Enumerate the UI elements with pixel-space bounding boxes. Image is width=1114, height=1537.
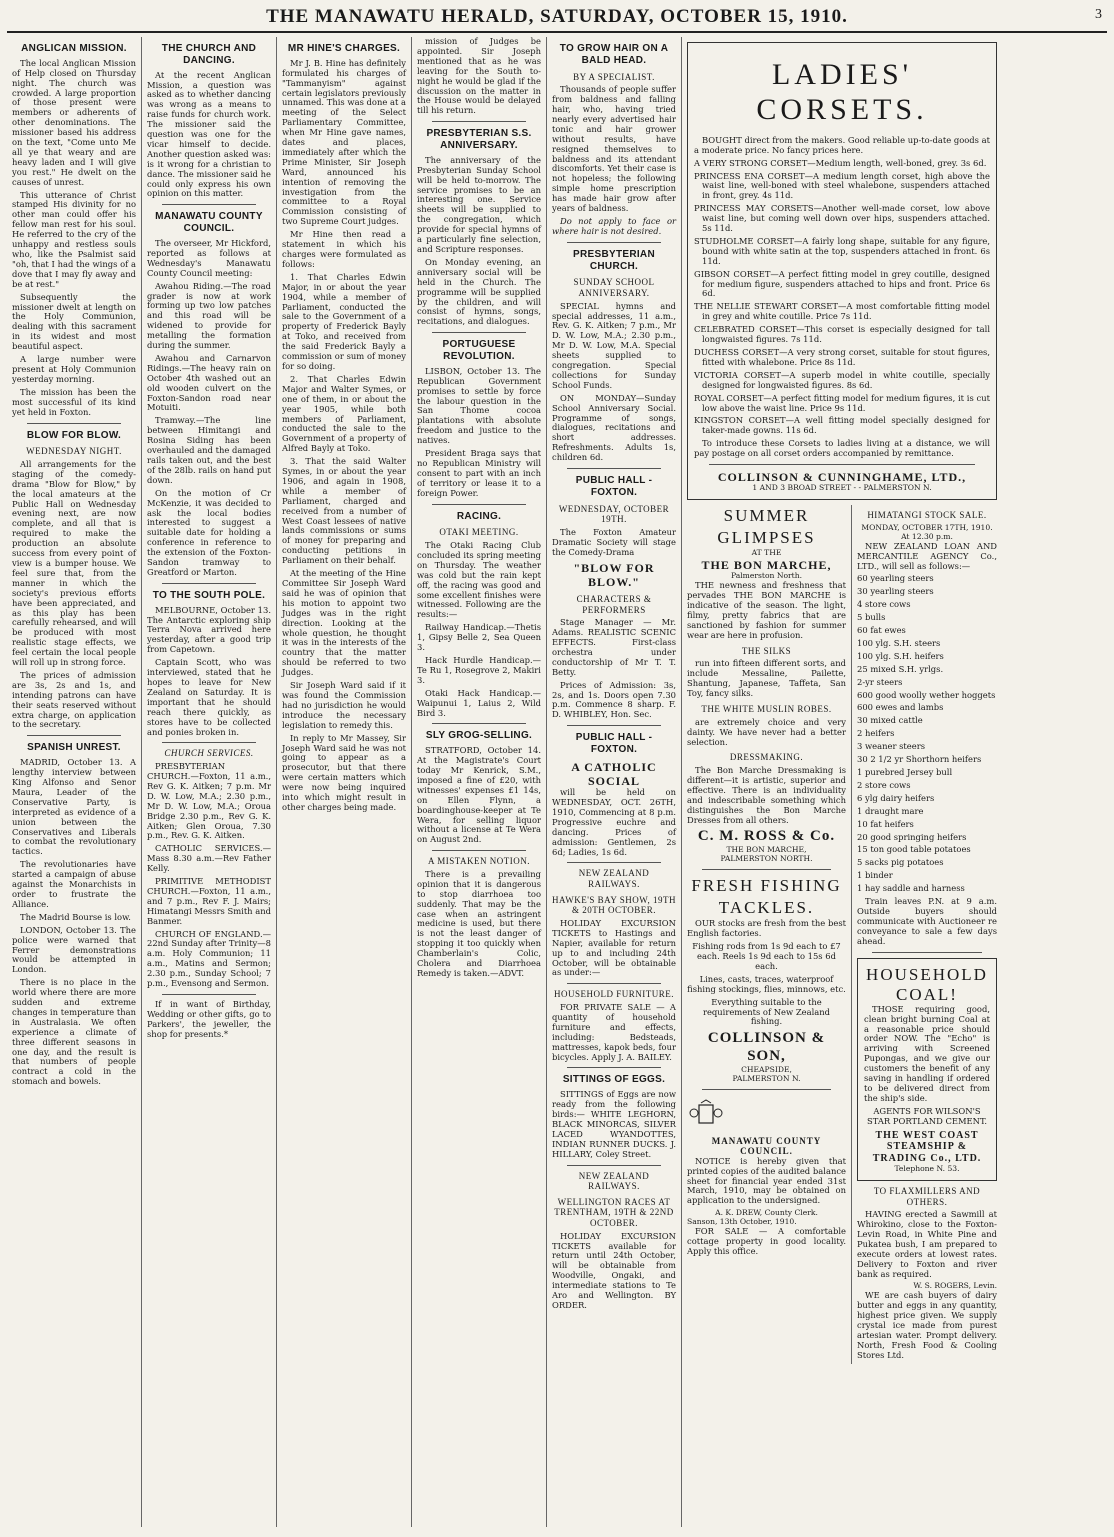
list-item: 2 heifers: [857, 728, 895, 739]
corsets-firm: COLLINSON & CUNNINGHAME, LTD.,: [717, 470, 967, 485]
catholic-social-title: A CATHOLIC SOCIAL: [571, 759, 657, 788]
list-item: STUDHOLME CORSET—A fairly long shape, suitable for any figure, bound with white satin at the top, suspenders attached in front. 6s 11d.: [694, 235, 990, 266]
stock-sale-title: HIMATANGI STOCK SALE.: [867, 510, 987, 521]
article-paragraph: 1. That Charles Edwin Major, in or about the year 1904, while a member of Parliament, conducted the sale to the Government of a property of Frederick Bayly at Toko, and received from the said Frederick Bayly a commission or sum of money for so doing.: [282, 271, 406, 371]
divider: [432, 723, 526, 724]
headline-spanish-unrest: SPANISH UNREST.: [27, 742, 121, 754]
divider: [432, 121, 526, 122]
headline-church-services: CHURCH SERVICES.: [164, 748, 254, 759]
ad-sittings-eggs: SITTINGS OF EGGS.: [562, 1074, 666, 1086]
ad-paragraph: HAVING erected a Sawmill at Whirokino, close to the Foxton-Levin Road, in White Pine and Pukatea bush, I am prepared to execute orders at lowest rates. Delivery to Foxton and river bank as required.: [857, 1209, 997, 1279]
article-paragraph: All arrangements for the staging of the comedy-drama "Blow for Blow," by the local amateurs at the Public Hall on Wednesday evening next, are now complete, and all that is required to make the production an absolute success from every point of view is a bumper house. We feel sure that, from the manner in which the society's previous efforts have been appreciated, and as this play has been carefully rehearsed, and will be produced with most realistic stage effects, we feel certain the local people will roll up in strong force.: [12, 458, 136, 668]
article-paragraph: 2. That Charles Edwin Major and Walter Symes, or one of them, in or about the year 1905, while both members of Parliament, conducted the sale to the Government of a property of Alfred Bayly at Toko.: [282, 373, 406, 454]
subheadline: WELLINGTON RACES AT TRENTHAM, 19TH & 22ND OCTOBER.: [554, 1196, 674, 1228]
divider: [162, 742, 256, 743]
article-paragraph: Thousands of people suffer from baldness and falling hair, who, having tried nearly every advertised hair tonic and hair grower without results, have resigned themselves to baldness and its attendant discomforts. Yet their case is not hopeless; the following simple home prescription has made hair grow after years of baldness.: [552, 84, 676, 214]
subheadline: BY A SPECIALIST.: [573, 71, 655, 82]
ad-presbyterian-church: PRESBYTERIAN CHURCH.: [573, 248, 655, 272]
summer-firm: C. M. ROSS & Co.: [697, 828, 836, 845]
headline-sly-grog: SLY GROG-SELLING.: [425, 730, 533, 742]
list-item: 15 ton good table potatoes: [857, 844, 971, 855]
divider: [432, 332, 526, 333]
article-paragraph: The Otaki Racing Club concluded its spring meeting on Thursday. The weather was cold but the rain kept off, the racing was good and some excellent finishes were witnessed. Following are the results:—: [417, 540, 541, 620]
ad-paragraph: Lines, casts, traces, waterproof fishing stockings, flies, minnows, etc.: [687, 973, 846, 994]
divider: [567, 1067, 661, 1068]
article-paragraph: Captain Scott, who was interviewed, stated that he hopes to leave for New Zealand on Saturday. It is important that he should reach there quickly, as stores have to be collected and ponies broken in.: [147, 657, 271, 737]
list-item: 25 mixed S.H. yrlgs.: [857, 663, 944, 674]
list-item: 5 sacks pig potatoes: [857, 857, 944, 868]
ad-paragraph: SPECIAL hymns and special addresses, 11 a.m., Rev. G. K. Aitken; 7 p.m., Mr D. W. Low, M.A.; 2.30 p.m., Mr D. W. Low, M.A. Special sheets supplied to congregation. Special collections for Sunday School Funds.: [552, 300, 676, 390]
divider: [567, 468, 661, 469]
ad-paragraph: run into fifteen different sorts, and include Messaline, Pailette, Shantung, Japanese, Taffeta, San Toy, fancy silks.: [687, 658, 846, 699]
article-paragraph: The prices of admission are 3s, 2s and 1s, and intending patrons can have their seats reserved without extra charge, on application to the secretary.: [12, 669, 136, 730]
headline-anglican-mission: ANGLICAN MISSION.: [21, 43, 127, 54]
article-paragraph: At the meeting of the Hine Committee Sir Joseph Ward said he was of opinion that his motion to appoint two Judges was in the right direction. Looking at the whole question, he thought it was in the interests of the country that the matter should be referred to two Judges.: [282, 568, 406, 678]
list-item: GIBSON CORSET—A perfect fitting model in grey coutille, designed for medium figure, suspenders attached to hips and front. Price 6s 6d.: [694, 268, 990, 299]
newspaper-page: [7, 4, 1107, 1529]
list-item: 20 good springing heifers: [857, 831, 967, 842]
subheadline: OTAKI MEETING.: [439, 527, 519, 538]
ad-household-furniture: HOUSEHOLD FURNITURE.: [554, 989, 674, 1000]
ad-household-coal: [857, 958, 997, 1181]
ad-paragraph: SITTINGS of Eggs are now ready from the following birds:— WHITE LEGHORN, BLACK MINORCAS, SILVER LACED WYANDOTTES, INDIAN RUNNER DUCKS. J. HILLARY, Coley Street.: [552, 1089, 676, 1159]
list-item: 4 store cows: [857, 599, 911, 610]
divider: [162, 994, 256, 995]
article-paragraph: The revolutionaries have started a campaign of abuse against the Monarchists in order to frustrate the Alliance.: [12, 859, 136, 909]
ad-railways-2: NEW ZEALAND RAILWAYS.: [578, 1170, 650, 1192]
ad-paragraph: OUR stocks are fresh from the best English factories.: [687, 918, 846, 939]
ad-paragraph: Prices of Admission: 3s, 2s, and 1s. Doors open 7.30 p.m. Commence 8 sharp. F. D. WHIBLEY, Hon. Sec.: [552, 679, 676, 720]
stock-date: MONDAY, OCTOBER 17TH, 1910.: [861, 522, 993, 532]
ad-paragraph: ON MONDAY—Sunday School Anniversary Social. Programme of songs, dialogues, recitations and short addresses. Refreshments. Adults 1s, children 6d.: [552, 392, 676, 463]
corset-list: [694, 159, 990, 437]
ad-paragraph: HOLIDAY EXCURSION TICKETS available for return until 24th October, will be obtainable from Woodville, Ongaki, and intermediate stations to Te Aro and Wellington. BY ORDER.: [552, 1230, 676, 1310]
article-paragraph: Mr Hine then read a statement in which his charges were formulated as follows:: [282, 229, 406, 269]
article-paragraph: PRIMITIVE METHODIST CHURCH.—Foxton, 11 a.m., and 7 p.m., Rev F. J. Mairs; Himatangi Messrs Smith and Banmer.: [147, 876, 271, 926]
article-paragraph: MADRID, October 13. A lengthy interview between King Alfonso and Senor Maura, Leader of the Conservative Party, is interpreted as evidence of a union between the Conservatives and Liberals to combat the revolutionary tactics.: [12, 757, 136, 857]
divider: [872, 952, 982, 953]
list-item: 2-yr steers: [857, 676, 903, 687]
subheadline: THE SILKS: [741, 645, 792, 656]
list-item: 5 bulls: [857, 612, 886, 623]
article-paragraph: Mr J. B. Hine has definitely formulated his charges of "Tammanyism" against certain legislators previously unnamed. This was done at a meeting of the Select Parliamentary Committee, when Mr Hine gave names, dates and places, immediately after which the Prime Minister, Sir Joseph Ward, announced his intention of removing the investigation from the committee to a Royal Commission consisting of two Supreme Court judges.: [282, 57, 406, 227]
list-item: 60 yearling steers: [857, 573, 934, 584]
ad-paragraph: FOR SALE — A comfortable cottage property in good locality. Apply this office.: [687, 1226, 846, 1256]
divider: [432, 504, 526, 505]
ad-paragraph: will be held on WEDNESDAY, OCT. 26TH, 1910, Commencing at 8 p.m. Progressive euchre and dancing. Prices of admission: Gentlemen, 2s 6d; Ladies, 1s 6d.: [552, 787, 676, 857]
play-title: "BLOW FOR BLOW.": [573, 560, 655, 589]
article-paragraph: There is a prevailing opinion that it is dangerous to stop diarrhoea too suddenly. That may be the case when an astringent medicine is used, but there is not the least danger of stopping it too quickly when Chamberlain's Colic, Cholera and Diarrhoea Remedy is taken.—ADVT.: [417, 868, 541, 978]
list-item: 1 binder: [857, 870, 893, 881]
column-3: [277, 37, 412, 1527]
county-title: MANAWATU COUNTY COUNCIL.: [711, 1135, 822, 1157]
list-item: 30 yearling steers: [857, 586, 934, 597]
ad-paragraph: Everything suitable to the requirements of New Zealand fishing.: [702, 996, 831, 1027]
article-paragraph: Hack Hurdle Handicap.—Te Ru 1, Rosegrove 2, Makiri 3.: [417, 655, 541, 685]
divider: [432, 850, 526, 851]
list-item: PRINCESS ENA CORSET—A medium length corset, high above the waist line, well-boned with steel whalebone, suspenders attached in front, grey. 4s 11d.: [694, 170, 990, 201]
article-paragraph: A large number were present at Holy Communion yesterday morning.: [12, 354, 136, 384]
corsets-address: 1 AND 3 BROAD STREET - - PALMERSTON N.: [752, 483, 932, 493]
article-paragraph: The overseer, Mr Hickford, reported as follows at Wednesday's Manawatu County Council meeting:: [147, 237, 271, 278]
headline-south-pole: TO THE SOUTH POLE.: [152, 589, 266, 601]
article-paragraph: LONDON, October 13. The police were warned that Ferrer demonstrations would be attempted in London.: [12, 924, 136, 975]
ad-public-hall-2: PUBLIC HALL - FOXTON.: [575, 732, 653, 756]
summer-at: AT THE: [751, 548, 782, 558]
ad-paragraph: WE are cash buyers of dairy butter and eggs in any quantity, highest price given. We supply crystal ice made from purest artesian water. Prompt delivery. North, Fresh Food & Cooling Stores Ltd.: [857, 1290, 997, 1360]
article-paragraph: President Braga says that no Republican Ministry will consent to part with an inch of territory or lease it to a foreign Power.: [417, 448, 541, 498]
headline-racing: RACING.: [456, 510, 502, 522]
ad-public-hall: PUBLIC HALL - FOXTON.: [575, 475, 653, 498]
list-item: 100 ylg. S.H. steers: [857, 637, 941, 648]
article-paragraph: If in want of Birthday, Wedding or other gifts, go to Parkers', the jeweller, the shop for presents.*: [147, 999, 271, 1039]
headline-county-council: MANAWATU COUNTY COUNCIL.: [155, 211, 263, 235]
headline-church-dancing: THE CHURCH AND DANCING.: [161, 43, 257, 66]
list-item: 600 ewes and lambs: [857, 702, 944, 713]
ad-paragraph: NEW ZEALAND LOAN AND MERCANTILE AGENCY Co., LTD., will sell as follows:—: [857, 540, 997, 571]
list-item: 1 hay saddle and harness: [857, 883, 965, 894]
ads-row-1: [687, 505, 997, 1364]
column-1: [7, 37, 142, 1527]
article-paragraph: CATHOLIC SERVICES.—Mass 8.30 a.m.—Rev Father Kelly.: [147, 843, 271, 874]
list-item: PRINCESS MAY CORSETS—Another well-made corset, low above waist line, but coming well down over hips, suspenders attached. 5s 11d.: [694, 203, 990, 234]
article-paragraph: This utterance of Christ stamped His divinity for no other man could offer his fellow man rest for his soul. He referred to the cry of the unhappy and restless souls who, like the Psalmist said "oh, that I had the wings of a dove that I may fly away and be at rest.": [12, 189, 136, 289]
summer-title: SUMMER GLIMPSES: [717, 506, 816, 548]
summer-store: THE BON MARCHE,: [701, 558, 832, 573]
masthead-title: THE MANAWATU HERALD, SATURDAY, OCTOBER 15, 1910.: [266, 6, 848, 27]
subheadline: WEDNESDAY NIGHT.: [26, 446, 122, 457]
subheadline: DRESSMAKING.: [729, 752, 804, 763]
article-paragraph: mission of Judges be appointed. Sir Joseph mentioned that as he was leaving for the South to-night he would be glad if the discussion on the matter in the House would be delayed till his return.: [417, 37, 541, 116]
ad-paragraph: THE newness and freshness that pervades THE BON MARCHE is indicative of the season. The light, filmy, pretty fabrics that are sanctioned by fashion for summer wear are here in profusion.: [687, 580, 846, 640]
fish-title: FRESH FISHING TACKLES.: [691, 876, 842, 918]
list-item: 100 ylg. S.H. heifers: [857, 650, 944, 661]
article-paragraph: Subsequently the missioner dwelt at length on the Holy Communion, dealing with this sacrament in its widest and most beautiful aspect.: [12, 291, 136, 352]
divider: [567, 983, 661, 984]
subheadline: HAWKE'S BAY SHOW, 19TH & 20TH OCTOBER.: [552, 894, 676, 916]
divider: [567, 862, 661, 863]
list-item: THE NELLIE STEWART CORSET—A most comfortable fitting model in grey and white coutille. Price 7s 11d.: [694, 301, 990, 322]
list-item: 2 store cows: [857, 779, 911, 790]
article-paragraph: PRESBYTERIAN CHURCH.—Foxton, 11 a.m., Rev G. K. Aitken; 7 p.m. Mr D. W. Low, M.A.; 2.30 p.m., Mr D. W. Low, M.A.; Oroua Bridge 2.30 p.m., Rev G. K. Aitken; Glen Oroua, 7.30 p.m., Rev. G. K. Aitken.: [147, 761, 271, 841]
flax-title: TO FLAXMILLERS AND OTHERS.: [873, 1185, 981, 1207]
ad-railways: NEW ZEALAND RAILWAYS.: [578, 868, 650, 890]
divider: [567, 1165, 661, 1166]
list-item: 10 fat heifers: [857, 818, 914, 829]
column-6-ads: [682, 37, 1002, 1527]
article-paragraph: The local Anglican Mission of Help closed on Thursday night. The church was crowded. A large proportion of those present were members or adherents of other denominations. The missioner based his address on the text, "Come unto Me all ye that weary and are heavy laden and I will give you rest." He dwelt on the causes of unrest.: [12, 57, 136, 187]
masthead: [7, 4, 1107, 33]
article-paragraph: Do not apply to face or where hair is not desired.: [552, 215, 676, 236]
headline-portuguese-revolution: PORTUGUESE REVOLUTION.: [442, 339, 516, 363]
article-paragraph: 3. That the said Walter Symes, in or about the year 1906, and again in 1908, while a member of Parliament, charged and received from a number of West Coast lessees of native lands commissions or sums of money for preparing and conducting petitions in Parliament on their behalf.: [282, 456, 406, 566]
headline-bald-head: TO GROW HAIR ON A BALD HEAD.: [559, 43, 669, 66]
summer-store-2: THE BON MARCHE,: [726, 845, 807, 855]
flax-sig: W. S. ROGERS, Levin.: [913, 1281, 997, 1291]
list-item: A VERY STRONG CORSET—Medium length, well-boned, grey. 3s 6d.: [694, 157, 987, 168]
divider: [567, 725, 661, 726]
ad-paragraph: Fishing rods from 1s 9d each to £7 each. Reels 1s 9d each to 15s 6d each.: [692, 941, 841, 971]
coal-title: HOUSEHOLD COAL!: [866, 964, 988, 1004]
divider: [702, 1089, 831, 1090]
county-sig: A. K. DREW, County Clerk.: [715, 1208, 818, 1218]
article-paragraph: On the motion of Cr McKenzie, it was decided to ask the local bodies interested to suggest a suitable date for holding a conference in reference to the extension of the Foxton-Sandon tramway to Greatford or Marton.: [147, 487, 271, 577]
crest-icon: [687, 1099, 725, 1129]
column-2: [142, 37, 277, 1527]
fish-firm: COLLINSON & SON,: [707, 1030, 826, 1064]
ad-paragraph: BOUGHT direct from the makers. Good reliable up-to-date goods at a moderate price. No fancy prices here.: [694, 134, 990, 155]
list-item: 60 fat ewes: [857, 625, 906, 636]
ad-summer-glimpses: [687, 505, 852, 1364]
article-paragraph: Awahou Riding.—The road grader is now at work forming up two low patches and this road will be widened to provide for metalling the formation during the summer.: [147, 280, 271, 351]
divider: [27, 423, 121, 424]
coal-telephone: Telephone N. 53.: [894, 1163, 960, 1173]
ad-paragraph: Train leaves P.N. at 9 a.m. Outside buyers should communicate with Auctioneer re conveyance to sale a few days ahead.: [857, 896, 997, 946]
column-4: [412, 37, 547, 1527]
list-item: 600 good woolly wether hoggets: [857, 689, 996, 700]
ad-paragraph: Stage Manager — Mr. Adams. REALISTIC SCENIC EFFECTS. First-class orchestra under conductorship of Mr T. T. Betty.: [552, 617, 676, 677]
list-item: DUCHESS CORSET—A very strong corset, suitable for stout figures, fitted with whalebone. Price 8s 11d.: [694, 347, 990, 367]
list-item: ROYAL CORSET—A perfect fitting model for medium figures, it is cut low above the waist line. Price 9s 11d.: [694, 392, 990, 413]
fish-street: CHEAPSIDE,: [741, 1064, 792, 1074]
article-paragraph: Awahou and Carnarvon Ridings.—The heavy rain on October 4th washed out an old wooden culvert on the Foxton-Sandon road near Motuiti.: [147, 352, 271, 413]
list-item: 30 mixed cattle: [857, 715, 923, 726]
ads-right-stack: [852, 505, 997, 1364]
article-paragraph: The anniversary of the Presbyterian Sunday School will be held to-morrow. The service promises to be an interesting one. Service sheets will be supplied to the congregation, which provide for special hymns of a particularly fine selection, and Scripture responses.: [417, 154, 541, 254]
ad-paragraph: HOLIDAY EXCURSION TICKETS to Hastings and Napier, available for return up to and including 24th October, will be obtainable as under:—: [552, 917, 676, 978]
list-item: 30 2 1/2 yr Shorthorn heifers: [857, 754, 982, 765]
ad-paragraph: THOSE requiring good, clean bright burning Coal at a reasonable price should order NOW. The "Echo" is arriving with Screened Pupongas, and we give our customers the benefit of any saving in handling if ordered to be delivered direct from the ship's side.: [864, 1003, 990, 1103]
ad-paragraph: To introduce these Corsets to ladies living at a distance, we will pay postage on all corset orders accompanied by remittance.: [694, 438, 990, 459]
list-item: VICTORIA CORSET—A superb model in white coutille, specially designed for longwaisted figures. 8s 6d.: [694, 369, 990, 390]
article-paragraph: At the recent Anglican Mission, a question was asked as to whether dancing was wrong as a means to raise funds for church work. The missioner said the question was one for the vicar himself to decide. Another question asked was: is it wrong for a christian to dance. The missioner said he could only express his own opinion on this matter.: [147, 69, 271, 199]
column-5: [547, 37, 682, 1527]
subheadline: THE WHITE MUSLIN ROBES.: [701, 704, 832, 715]
list-item: 1 purebred Jersey bull: [857, 767, 953, 777]
coal-firm: THE WEST COAST STEAMSHIP & TRADING Co., LTD.: [872, 1129, 982, 1165]
headline-mistaken-notion: A MISTAKEN NOTION.: [427, 856, 531, 867]
subheadline: CHARACTERS & PERFORMERS: [576, 593, 652, 615]
ad-paragraph: AGENTS FOR WILSON'S STAR PORTLAND CEMENT.: [867, 1105, 987, 1126]
list-item: 1 draught mare: [857, 805, 924, 816]
ad-paragraph: NOTICE is hereby given that printed copies of the audited balance sheet for financial year ended 31st March, 1910, may be obtained on application to the undersigned.: [687, 1155, 846, 1206]
article-paragraph: CHURCH OF ENGLAND.—22nd Sunday after Trinity—8 a.m. Holy Communion; 11 a.m., Matins and Sermon; 2.30 p.m., Sunday School; 7 p.m., Evensong and Sermon.: [147, 928, 271, 989]
divider: [162, 204, 256, 205]
article-paragraph: There is no place in the world where there are more sudden and extreme changes in temperature than in Australasia. We often experience a climate of three different seasons in one day, and the result is that numbers of people contract a cold in the stomach and bowels.: [12, 977, 136, 1087]
divider: [709, 464, 975, 465]
fish-town: PALMERSTON N.: [732, 1073, 801, 1083]
article-paragraph: The mission has been the most successful of its kind yet held in Foxton.: [12, 386, 136, 417]
ad-ladies-corsets: [687, 42, 997, 500]
headline-blow-for-blow: BLOW FOR BLOW.: [26, 429, 122, 441]
list-item: 6 ylg dairy heifers: [857, 792, 935, 803]
summer-town-2: PALMERSTON NORTH.: [720, 854, 813, 864]
article-paragraph: LISBON, October 13. The Republican Government promises to settle by force the labour question in the San Thome cocoa plantations with absolute freedom and justice to the natives.: [417, 365, 541, 446]
divider: [702, 869, 831, 870]
ad-paragraph: are extremely choice and very dainty. We have never had a better selection.: [687, 716, 846, 747]
corsets-title: LADIES' CORSETS.: [756, 58, 928, 127]
stock-list: [857, 574, 997, 894]
ad-paragraph: FOR PRIVATE SALE — A quantity of household furniture and effects, including: Bedsteads, mattresses, kapok beds, four bicycles. Apply J. A. BAILEY.: [552, 1001, 676, 1062]
divider: [567, 242, 661, 243]
divider: [27, 735, 121, 736]
headline-hine-charges: MR HINE'S CHARGES.: [287, 43, 401, 54]
list-item: CELEBRATED CORSET—This corset is especially designed for tall longwaisted figures. 7s 11d.: [694, 324, 990, 345]
article-paragraph: In reply to Mr Massey, Sir Joseph Ward said he was not going to appear as a prosecutor, but that there were certain matters which were now being inquired into which might result in other charges being made.: [282, 732, 406, 812]
ad-paragraph: The Foxton Amateur Dramatic Society will stage the Comedy-Drama: [552, 526, 676, 557]
stock-time: At 12.30 p.m.: [901, 531, 953, 541]
article-paragraph: Sir Joseph Ward said if it was found the Commission had no jurisdiction he would introduce the necessary legislation to remedy this.: [282, 680, 406, 730]
divider: [162, 583, 256, 584]
subheadline: WEDNESDAY, OCTOBER 19TH.: [558, 503, 670, 525]
list-item: KINGSTON CORSET—A well fitting model specially designed for taker-made gowns. 11s 6d.: [694, 415, 990, 436]
article-paragraph: Otaki Hack Handicap.—Waipunui 1, Laius 2, Wild Bird 3.: [417, 687, 541, 718]
subheadline: SUNDAY SCHOOL ANNIVERSARY.: [573, 277, 655, 298]
article-paragraph: Tramway.—The line between Himitangi and Rosina Siding has been overhauled and the damaged rails taken out, and the best of the 28lb. rails on hand put down.: [147, 415, 271, 485]
article-paragraph: Railway Handicap.—Thetis 1, Gipsy Belle 2, Sea Queen 3.: [417, 622, 541, 653]
article-paragraph: On Monday evening, an anniversary social will be held in the Church. The programme will be supplied by the children, and will consist of hymns, songs, recitations, and dialogues.: [417, 256, 541, 327]
headline-presbyterian-anniversary: PRESBYTERIAN S.S. ANNIVERSARY.: [426, 128, 532, 152]
article-paragraph: MELBOURNE, October 13. The Antarctic exploring ship Terra Nova arrived here yesterday, after a good trip from Capetown.: [147, 604, 271, 655]
county-date: Sanson, 13th October, 1910.: [687, 1217, 797, 1227]
page-number: 3: [1095, 7, 1103, 22]
summer-town: Palmerston North.: [730, 571, 803, 581]
article-paragraph: The Madrid Bourse is low.: [20, 911, 131, 922]
ad-paragraph: The Bon Marche Dressmaking is different—it is artistic, superior and effective. There is an individuality and indescribable something which distinguishes the Bon Marche Dresses from all others.: [687, 765, 846, 825]
article-paragraph: STRATFORD, October 14. At the Magistrate's Court today Mr Kenrick, S.M., imposed a fine of £20, with witnesses' expenses £1 14s, on Ellen Flynn, a boardinghouse-keeper at Te Wera, for selling liquor without a license at Te Wera on August 2nd.: [417, 745, 541, 845]
list-item: 3 weaner steers: [857, 741, 926, 752]
